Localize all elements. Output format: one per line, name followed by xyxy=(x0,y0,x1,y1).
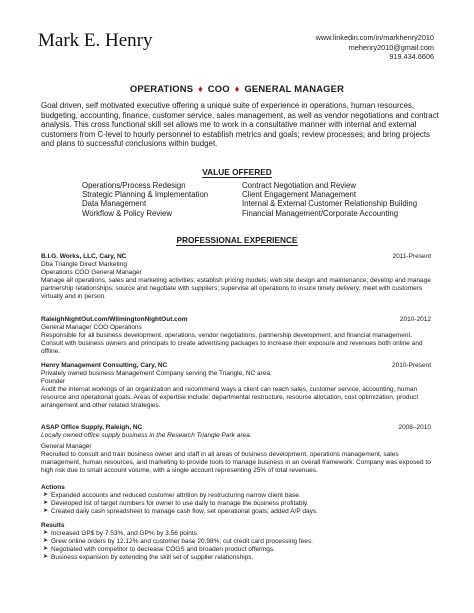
job-dates: 2011-Present xyxy=(392,253,431,260)
summary-paragraph: Goal driven, self motivated executive offering a unique suite of experience in operations, human resources, budgeting, accounting, finance, customer service, sales management, as well as vendor negotiations and contract analysis. This cross functional skill set allows me to work in a consultative manner with internal and external customers from C-level to hourly personnel to establish metrics and goals; review processes; and bring projects and plans to successful conclusions within budget. xyxy=(41,101,439,149)
job-title: Founder xyxy=(41,377,66,385)
value-item: Workflow & Policy Review xyxy=(82,208,172,218)
value-item: Financial Management/Corporate Accounting xyxy=(242,208,399,218)
actions-label: Actions xyxy=(41,484,65,491)
job-title: General Manager xyxy=(41,442,92,450)
job-company: Henry Management Consulting, Cary, NC xyxy=(41,362,168,369)
headline xyxy=(0,83,474,94)
email-address[interactable]: mehenry2010@gmail.com xyxy=(348,42,434,52)
headline-coo: COO xyxy=(207,83,230,94)
candidate-name: Mark E. Henry xyxy=(38,30,153,51)
job-dates: 2010-2012 xyxy=(399,316,431,323)
result-text: Increased GP$ by 7.53%, and GP% by 3.56 points. xyxy=(51,529,199,537)
value-item: Client Engagement Management xyxy=(242,190,356,200)
job-company: B.I.G. Works, LLC, Cary, NC xyxy=(41,253,127,260)
list-item xyxy=(41,500,433,508)
job-line: Dba Triangle Direct Marketing xyxy=(41,261,127,268)
list-item xyxy=(41,546,433,554)
job-details xyxy=(41,432,433,475)
action-text: Expanded accounts and reduced customer attrition by restructuring narrow client base. xyxy=(51,491,301,499)
value-offered-heading xyxy=(0,167,474,177)
arrow-bullet-icon: ➤ xyxy=(43,529,49,536)
value-item: Data Management xyxy=(82,199,147,209)
job-description: Recruited to consult and train business owner and staff in all areas of business development, operations management, sales management, human resources, and marketing to provide tools to manage business in an overall framework. Company was exposed to high risk due to small account volume, with a single account representing 25% of total revenues. xyxy=(41,450,431,474)
list-item xyxy=(41,538,433,546)
action-text: Created daily cash spreadsheet to manage cash flow, set operational goals; added A/P days. xyxy=(51,507,318,515)
result-text: Business expansion by extending the skill set of supplier relationships. xyxy=(51,553,254,561)
list-item xyxy=(41,530,433,538)
list-item xyxy=(41,492,433,500)
job-header xyxy=(41,362,431,370)
job-dates: 2008–2010 xyxy=(398,424,431,431)
contact-block xyxy=(316,33,434,62)
experience-title: PROFESSIONAL EXPERIENCE xyxy=(176,235,298,245)
arrow-bullet-icon: ➤ xyxy=(43,545,49,552)
value-item: Strategic Planning & Implementation xyxy=(82,190,209,200)
action-text: Developed list of target numbers for owner to use daily to manage the business profitably. xyxy=(51,499,309,507)
value-item: Internal & External Customer Relationship Building xyxy=(242,199,418,209)
result-text: Negotiated with competitor to decrease COGS and broaden product offerings. xyxy=(51,545,275,553)
job-details xyxy=(41,370,433,410)
job-title: General Manager COO Operations xyxy=(41,324,142,331)
diamond-icon: ♦ xyxy=(234,83,240,94)
results-label: Results xyxy=(41,522,65,529)
job-dates: 2010-Present xyxy=(391,362,431,369)
value-item: Contract Negotiation and Review xyxy=(242,181,356,190)
list-item xyxy=(41,508,433,516)
job-description: Manage all operations, sales and marketing activities; establish pricing models; web site design and maintenance; develop and manage partnership relationships; source and negotiate with suppliers; supervise all operations to insure timely delivery; meet with customers virtually and in person. xyxy=(41,276,431,300)
job-title: Operations COO General Manager xyxy=(41,268,142,276)
job-line: Privately owned business Management Company serving the Triangle, NC area. xyxy=(41,370,272,377)
job-header xyxy=(41,424,431,432)
diamond-icon: ♦ xyxy=(198,83,203,94)
job-company: ASAP Office Supply, Raleigh, NC xyxy=(41,424,143,431)
job-description: Audit the internal workings of an organization and recommend ways a client can reach sales, customer service, accounting, human resource and operational goals. Areas of expertise include: departmental restructure, resource allocation, cost optimization, product arrangement and other related strategies. xyxy=(41,385,419,409)
result-text: Grew online orders by 12.12% and customer base 20.98%; cut credit card processing fees. xyxy=(51,537,313,545)
list-item xyxy=(41,554,433,562)
actions-section xyxy=(41,484,433,516)
linkedin-url[interactable]: www.linkedin.com/in/markhenry2010 xyxy=(315,33,434,42)
job-header xyxy=(41,316,431,324)
arrow-bullet-icon: ➤ xyxy=(43,553,49,560)
value-list-right xyxy=(242,181,417,218)
arrow-bullet-icon: ➤ xyxy=(43,499,49,506)
job-company: RaleighNightOut.com/WilmingtonNightOut.com xyxy=(41,316,188,323)
headline-operations: OPERATIONS xyxy=(129,83,194,94)
job-description: Responsible for all business development, operations, vendor negotiations, partnership development, and financial management. Consult with business owners and principals to create advertising packages to increase their exposure and revenues both online and offline. xyxy=(41,331,423,355)
experience-heading xyxy=(0,235,474,245)
arrow-bullet-icon: ➤ xyxy=(43,537,49,544)
job-header xyxy=(41,253,431,261)
headline-general-manager: GENERAL MANAGER xyxy=(244,83,345,94)
value-item: Operations/Process Redesign xyxy=(82,181,186,190)
arrow-bullet-icon: ➤ xyxy=(43,491,49,498)
value-offered-title: VALUE OFFERED xyxy=(202,167,272,177)
phone-number: 919.434.6606 xyxy=(389,52,434,62)
job-tagline: Locally owned office supply business in the Research Triangle Park area. xyxy=(41,432,252,439)
job-details xyxy=(41,324,433,356)
job-details xyxy=(41,261,433,301)
value-list-left xyxy=(82,181,208,218)
results-section xyxy=(41,522,433,562)
arrow-bullet-icon: ➤ xyxy=(43,507,49,514)
